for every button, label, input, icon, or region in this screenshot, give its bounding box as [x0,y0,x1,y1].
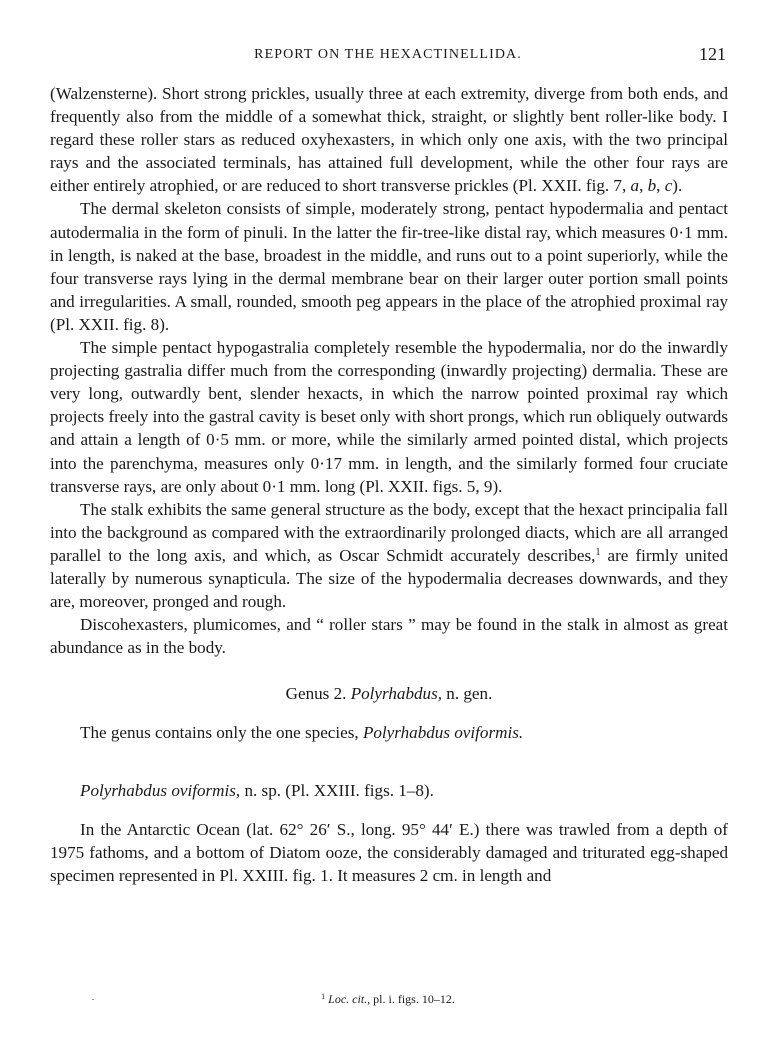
paragraph-roller-stars: (Walzensterne). Short strong prickles, usually three at each extremity, diverge from both ends, and frequently also from the middle of a somewhat thick, straight, or slightly bent roller-like body. I regard these roller stars as reduced oxyhexasters, in which only one axis, with the two principal rays and the associated terminals, has attained full development, while the other four rays are either entirely atrophied, or are reduced to short transverse prickles (Pl. XXII. fig. 7, a, b, c). [50,84,728,196]
footnote: $^1$ Loc. cit., pl. i. figs. 10–12. [321,992,455,1006]
paragraph-hypogastralia: The simple pentact hypogastralia completely resemble the hypodermalia, nor do the inwardly projecting gastralia differ much from the corresponding (inwardly projecting) dermalia. These are very long, outwardly bent, slender hexacts, in which the narrow pointed proximal ray which projects freely into the gastral cavity is beset only with short prongs, which run obliquely outwards and attain a length of 0·5 mm. or more, while the similarly armed pointed distal, which projects into the parenchyma, measures only 0·17 mm. in length, and the similarly formed four cruciate transverse rays, are only about 0·1 mm. long (Pl. XXII. figs. 5, 9). [50,338,728,496]
page-number: 121 [699,44,726,64]
paragraph-discohexasters: Discohexasters, plumicomes, and “ roller stars ” may be found in the stalk in almost as great abundance as in the body. [50,615,728,658]
genus-heading: Genus 2. Polyrhabdus, n. gen. [285,684,493,704]
genus-description: The genus contains only the one species, Polyrhabdus oviformis. [80,723,524,743]
running-head [50,44,726,68]
paragraph-dermal-skeleton: The dermal skeleton consists of simple, moderately strong, pentact hypodermalia and pentact autodermalia in the form of pinuli. In the latter the fir-tree-like distal ray, which measures 0·1 mm. in length, is naked at the base, broadest in the middle, and runs out to a point superiorly, while the four transverse rays lying in the dermal membrane bear on their larger outer portion small points and irregularities. A small, rounded, smooth peg appears in the place of the atrophied proximal ray (Pl. XXII. fig. 8). [50,199,728,334]
footnote-mark: 1 [321,992,326,1001]
species-heading: Polyrhabdus oviformis, n. sp. (Pl. XXIII. figs. 1–8). [80,780,434,800]
paragraph-stalk: The stalk exhibits the same general structure as the body, except that the hexact principalia fall into the background as compared with the extraordinarily prolonged diacts, which are all arranged parallel to the long axis, and which, as Oscar Schmidt accurately describes,$^1$ are firmly united laterally by numerous synapticula. The size of the hypodermalia decreases downwards, and they are, moreover, pronged and rough. [50,499,729,612]
footnote-reference: 1 [595,546,601,558]
paragraph-species-description: In the Antarctic Ocean (lat. 62° 26′ S., long. 95° 44′ E.) there was trawled from a depth of 1975 fathoms, and a bottom of Diatom ooze, the considerably damaged and triturated egg-shaped specimen represented in Pl. XXIII. fig. 1. It measures 2 cm. in length and [50,819,728,885]
body-text [50,82,728,887]
running-title: REPORT ON THE HEXACTINELLIDA. [254,47,522,62]
page-speck [92,999,94,1000]
